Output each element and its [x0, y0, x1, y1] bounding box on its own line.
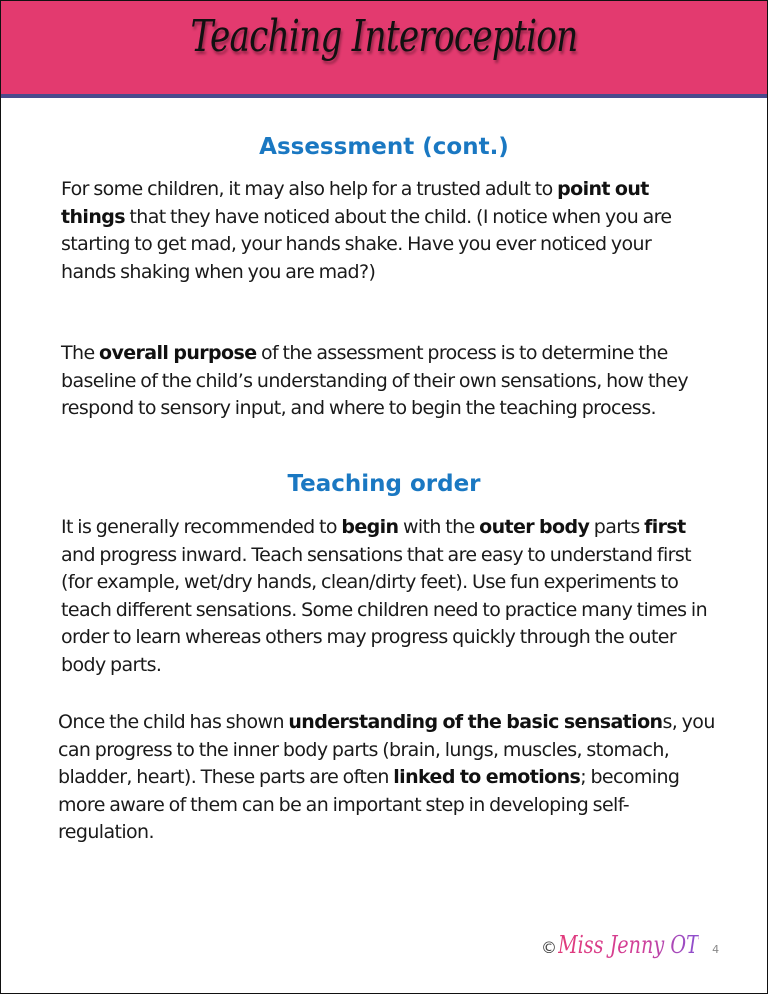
text-segment: The [61, 342, 99, 364]
text-segment: For some children, it may also help for a trusted adult to [61, 178, 558, 200]
page-number: 4 [712, 943, 720, 956]
paragraph-inner-body [58, 709, 723, 847]
paragraph-trusted-adult [61, 176, 701, 286]
paragraph-outer-body [61, 514, 721, 679]
paragraph-overall-purpose [61, 340, 701, 423]
text-segment: with the [398, 516, 480, 538]
copyright-symbol: © [541, 938, 557, 957]
title-banner [1, 1, 767, 98]
section-heading-assessment: Assessment (cont.) [259, 134, 509, 160]
footer-brand [541, 931, 719, 959]
bold-text-segment: linked to emotions [393, 766, 581, 788]
text-segment: parts [589, 516, 645, 538]
bold-text-segment: first [644, 516, 686, 538]
bold-text-segment: point out things [61, 178, 649, 228]
text-segment: ; becoming more aware of them can be an important step in developing self-regulation. [58, 766, 680, 843]
bold-text-segment: overall purpose [98, 342, 257, 364]
text-segment: and progress inward. Teach sensations that are easy to understand first (for example, wet/dry hands, clean/dirty feet). Use fun experiments to teach different sensations. Some children need to practice many times in order to learn whereas others may progress quickly through the outer body parts. [61, 543, 708, 676]
bold-text-segment: understanding of the basic sensation [288, 711, 663, 733]
bold-text-segment: begin [341, 516, 399, 538]
section-heading-teaching-order: Teaching order [287, 471, 481, 497]
text-segment: It is generally recommended to [61, 516, 342, 538]
page-title: Teaching Interoception [190, 11, 578, 62]
bold-text-segment: outer body [479, 516, 590, 538]
brand-logo-text: Miss Jenny OT [558, 931, 699, 959]
text-segment: s, you can progress to the inner body parts (brain, lungs, muscles, stomach, bladder, heart). These parts are often [58, 711, 715, 788]
text-segment: Once the child has shown [58, 711, 289, 733]
text-segment: that they have noticed about the child. (I notice when you are starting to get mad, your hands shake. Have you ever noticed your hands shaking when you are mad?) [61, 205, 672, 283]
text-segment: of the assessment process is to determine the baseline of the child’s understanding of their own sensations, how they respond to sensory input, and where to begin the teaching process. [61, 342, 688, 419]
